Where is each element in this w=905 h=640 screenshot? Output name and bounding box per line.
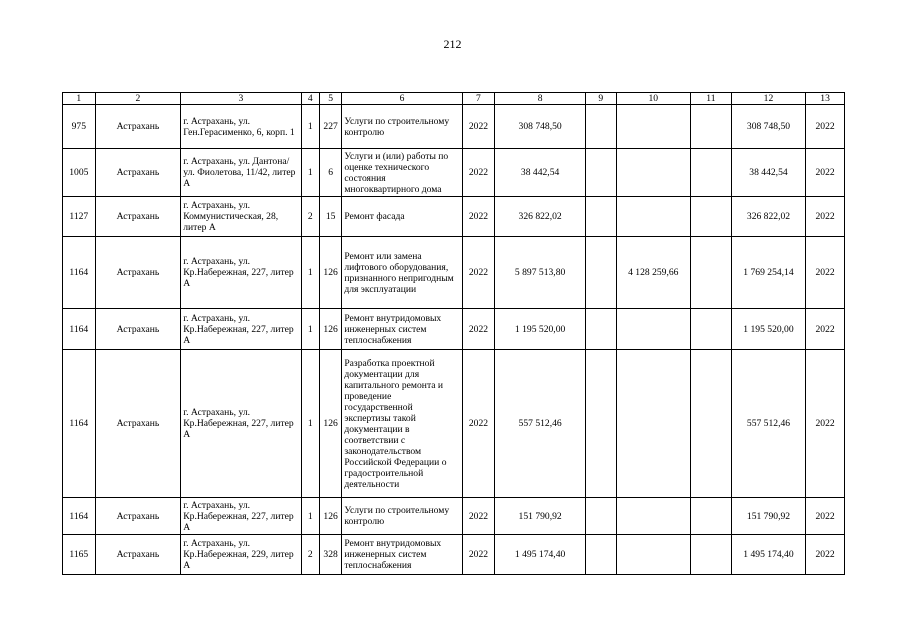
cell-year-end: 2022: [806, 237, 845, 309]
cell-col12: 1 495 174,40: [731, 535, 805, 575]
cell-col4: 1: [301, 149, 319, 197]
cell-number: 1127: [63, 197, 96, 237]
cell-col12: 38 442,54: [731, 149, 805, 197]
cell-year-end: 2022: [806, 498, 845, 535]
cell-col5: 6: [319, 149, 341, 197]
cell-col5: 15: [319, 197, 341, 237]
cell-year-end: 2022: [806, 350, 845, 498]
column-header: 1: [63, 93, 96, 105]
cell-number: 1164: [63, 309, 96, 350]
column-header: 5: [319, 93, 341, 105]
cell-year: 2022: [462, 309, 495, 350]
cell-city: Астрахань: [95, 350, 181, 498]
cell-col11: [690, 350, 731, 498]
cell-col12: 557 512,46: [731, 350, 805, 498]
cell-col4: 2: [301, 535, 319, 575]
cell-col4: 1: [301, 105, 319, 149]
cell-col11: [690, 149, 731, 197]
cell-col4: 1: [301, 498, 319, 535]
cell-city: Астрахань: [95, 197, 181, 237]
cell-total: 151 790,92: [495, 498, 586, 535]
column-header: 13: [806, 93, 845, 105]
cell-year: 2022: [462, 237, 495, 309]
cell-address: г. Астрахань, ул. Кр.Набережная, 227, литер А: [181, 498, 301, 535]
cell-col12: 308 748,50: [731, 105, 805, 149]
cell-work-type: Услуги и (или) работы по оценке технического состояния многоквартирного дома: [342, 149, 462, 197]
cell-work-type: Ремонт внутридомовых инженерных систем теплоснабжения: [342, 535, 462, 575]
cell-col9: [585, 105, 616, 149]
column-header: 6: [342, 93, 462, 105]
column-number-row: [63, 93, 845, 105]
cell-total: 557 512,46: [495, 350, 586, 498]
cell-col12: 1 769 254,14: [731, 237, 805, 309]
table-row: [63, 498, 845, 535]
cell-address: г. Астрахань, ул. Кр.Набережная, 227, литер А: [181, 309, 301, 350]
cell-col4: 1: [301, 309, 319, 350]
cell-col10: [616, 105, 690, 149]
table-row: [63, 105, 845, 149]
cell-col11: [690, 105, 731, 149]
cell-col5: 126: [319, 350, 341, 498]
capital-repair-table: [62, 92, 845, 575]
cell-work-type: Услуги по строительному контролю: [342, 498, 462, 535]
table-row: [63, 535, 845, 575]
cell-col5: 328: [319, 535, 341, 575]
cell-address: г. Астрахань, ул. Коммунистическая, 28, литер А: [181, 197, 301, 237]
cell-col11: [690, 309, 731, 350]
cell-year: 2022: [462, 498, 495, 535]
cell-city: Астрахань: [95, 237, 181, 309]
cell-col4: 1: [301, 350, 319, 498]
table-row: [63, 237, 845, 309]
cell-work-type: Ремонт или замена лифтового оборудования, признанного непригодным для эксплуатации: [342, 237, 462, 309]
cell-number: 975: [63, 105, 96, 149]
cell-number: 1005: [63, 149, 96, 197]
cell-year-end: 2022: [806, 535, 845, 575]
cell-col11: [690, 498, 731, 535]
cell-address: г. Астрахань, ул. Кр.Набережная, 227, литер А: [181, 350, 301, 498]
cell-col9: [585, 237, 616, 309]
cell-col10: [616, 498, 690, 535]
cell-col9: [585, 350, 616, 498]
cell-col4: 1: [301, 237, 319, 309]
cell-year-end: 2022: [806, 149, 845, 197]
page-number: 212: [443, 37, 462, 51]
table-row: [63, 197, 845, 237]
cell-year-end: 2022: [806, 197, 845, 237]
cell-col10: 4 128 259,66: [616, 237, 690, 309]
cell-col10: [616, 350, 690, 498]
cell-total: 1 495 174,40: [495, 535, 586, 575]
column-header: 2: [95, 93, 181, 105]
column-header: 3: [181, 93, 301, 105]
cell-col5: 126: [319, 498, 341, 535]
cell-number: 1165: [63, 535, 96, 575]
cell-city: Астрахань: [95, 535, 181, 575]
cell-col5: 126: [319, 309, 341, 350]
cell-col12: 1 195 520,00: [731, 309, 805, 350]
cell-total: 326 822,02: [495, 197, 586, 237]
cell-work-type: Ремонт внутридомовых инженерных систем теплоснабжения: [342, 309, 462, 350]
cell-work-type: Разработка проектной документации для капитального ремонта и проведение государственной экспертизы такой документации в соответствии с законодательством Российской Федерации о градостроительной деятельности: [342, 350, 462, 498]
cell-city: Астрахань: [95, 309, 181, 350]
column-header: 12: [731, 93, 805, 105]
table-row: [63, 350, 845, 498]
table-row: [63, 149, 845, 197]
cell-number: 1164: [63, 498, 96, 535]
column-header: 7: [462, 93, 495, 105]
cell-city: Астрахань: [95, 149, 181, 197]
cell-work-type: Услуги по строительному контролю: [342, 105, 462, 149]
cell-address: г. Астрахань, ул. Кр.Набережная, 229, литер А: [181, 535, 301, 575]
cell-number: 1164: [63, 350, 96, 498]
cell-col10: [616, 309, 690, 350]
cell-col9: [585, 149, 616, 197]
cell-col11: [690, 535, 731, 575]
column-header: 11: [690, 93, 731, 105]
column-header: 9: [585, 93, 616, 105]
cell-work-type: Ремонт фасада: [342, 197, 462, 237]
cell-year: 2022: [462, 105, 495, 149]
cell-col11: [690, 237, 731, 309]
cell-col5: 126: [319, 237, 341, 309]
cell-col9: [585, 197, 616, 237]
cell-year: 2022: [462, 197, 495, 237]
cell-address: г. Астрахань, ул. Ген.Герасименко, 6, корп. 1: [181, 105, 301, 149]
cell-col11: [690, 197, 731, 237]
cell-address: г. Астрахань, ул. Кр.Набережная, 227, литер А: [181, 237, 301, 309]
cell-col9: [585, 309, 616, 350]
cell-year: 2022: [462, 149, 495, 197]
cell-city: Астрахань: [95, 498, 181, 535]
cell-total: 5 897 513,80: [495, 237, 586, 309]
column-header: 10: [616, 93, 690, 105]
cell-col5: 227: [319, 105, 341, 149]
cell-col9: [585, 498, 616, 535]
cell-year-end: 2022: [806, 105, 845, 149]
cell-total: 1 195 520,00: [495, 309, 586, 350]
column-header: 8: [495, 93, 586, 105]
cell-year: 2022: [462, 535, 495, 575]
cell-total: 308 748,50: [495, 105, 586, 149]
cell-col12: 151 790,92: [731, 498, 805, 535]
cell-city: Астрахань: [95, 105, 181, 149]
cell-col12: 326 822,02: [731, 197, 805, 237]
table-row: [63, 309, 845, 350]
cell-year-end: 2022: [806, 309, 845, 350]
cell-address: г. Астрахань, ул. Дантона/ ул. Фиолетова, 11/42, литер А: [181, 149, 301, 197]
cell-col9: [585, 535, 616, 575]
cell-col10: [616, 149, 690, 197]
cell-col4: 2: [301, 197, 319, 237]
cell-year: 2022: [462, 350, 495, 498]
cell-number: 1164: [63, 237, 96, 309]
cell-col10: [616, 197, 690, 237]
column-header: 4: [301, 93, 319, 105]
cell-col10: [616, 535, 690, 575]
cell-total: 38 442,54: [495, 149, 586, 197]
